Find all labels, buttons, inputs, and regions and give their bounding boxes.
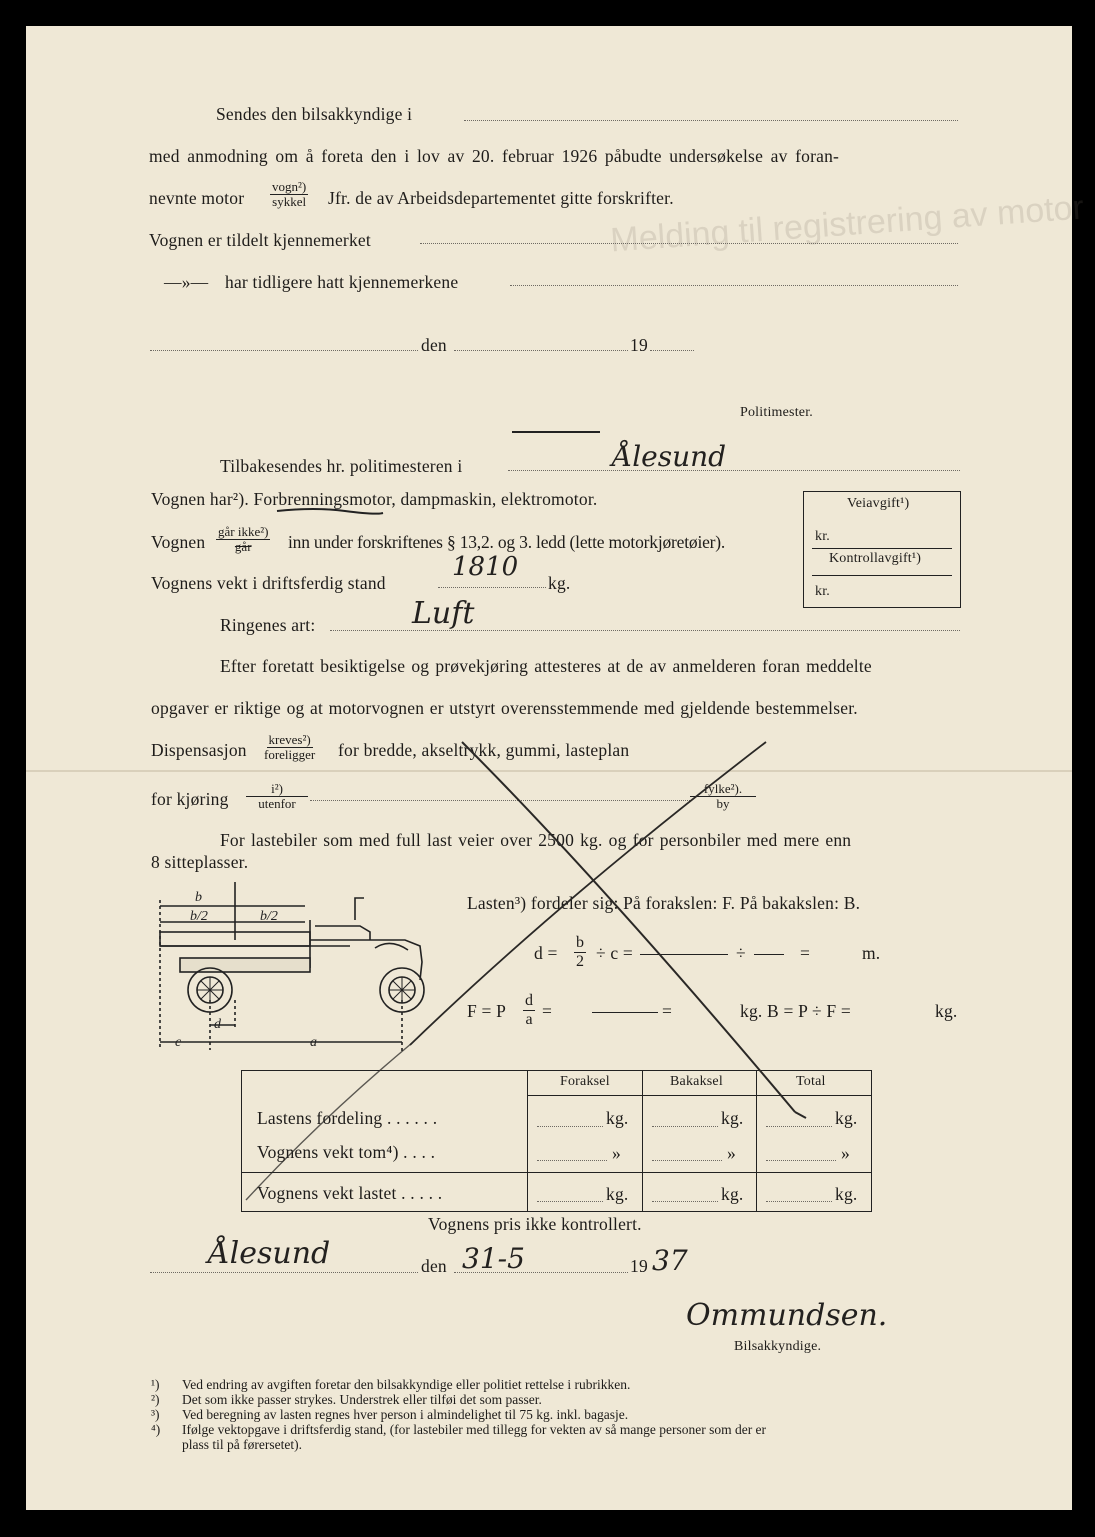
dim-label-c: c: [175, 1035, 182, 1050]
footnote-text: plass til på førersetet).: [182, 1437, 302, 1452]
table-cell: »: [727, 1143, 736, 1163]
table-cell-field[interactable]: [766, 1160, 836, 1161]
kjoring-field[interactable]: [310, 800, 690, 801]
line-nevnte-motor: nevnte motor: [149, 188, 245, 208]
fraction-bottom: 2: [576, 953, 584, 970]
header-total: Total: [796, 1074, 826, 1089]
kr-label-2: kr.: [815, 584, 830, 599]
line-jfr: Jfr. de av Arbeidsdepartementet gitte forskrifter.: [328, 188, 674, 208]
formula-equals: =: [542, 1001, 553, 1021]
load-table: [241, 1070, 872, 1212]
line-efter-1: Efter foretatt besiktigelse og prøvekjøring attesteres at de av anmelderen foran meddelte: [220, 656, 872, 676]
fraction-bottom: foreligger: [264, 747, 316, 762]
dim-label-b2-left: b/2: [190, 909, 208, 924]
table-cell-field[interactable]: [652, 1160, 722, 1161]
formula-f: F = P: [467, 1001, 507, 1021]
fraction-bottom: sykkel: [272, 194, 307, 209]
kg-unit: kg.: [548, 573, 571, 593]
den-label-1: den: [421, 335, 447, 355]
sendes-field[interactable]: [464, 120, 958, 121]
formula-equals: =: [662, 1001, 673, 1021]
fraction-top: kreves²): [268, 732, 311, 747]
dim-label-b: b: [195, 890, 202, 905]
line-lastebiler-2: 8 sitteplasser.: [151, 852, 249, 872]
signature-line-police: [512, 431, 600, 433]
line-kjennemerket: Vognen er tildelt kjennemerket: [149, 230, 371, 250]
fee-divider: [812, 575, 952, 576]
fee-box: [803, 491, 961, 608]
ditto-mark: —»—: [164, 272, 209, 292]
table-cell: kg.: [606, 1184, 629, 1204]
handwritten-place-1: Ålesund: [612, 440, 727, 473]
footnote-mark: ²): [151, 1392, 160, 1407]
gaar-fraction: [216, 525, 270, 554]
table-cell-field[interactable]: [652, 1201, 718, 1202]
line-ringenes: Ringenes art:: [220, 615, 316, 635]
table-cell: kg.: [606, 1108, 629, 1128]
header-bakaksel: Bakaksel: [670, 1074, 723, 1089]
row-label-vekt-lastet: Vognens vekt lastet . . . . .: [257, 1183, 443, 1203]
table-header-divider: [527, 1095, 871, 1096]
formula-blank: [640, 954, 728, 955]
fraction-top: i²): [246, 782, 308, 797]
footnote-text: Ved beregning av lasten regnes hver person i almindelighet til 75 kg. inkl. bagasje.: [182, 1407, 629, 1422]
line-tilbakesendes: Tilbakesendes hr. politimesteren i: [220, 456, 463, 476]
dim-label-d: d: [214, 1017, 221, 1032]
line-lastebiler-1: For lastebiler som med full last veier over 2500 kg. og for personbiler med mere enn: [220, 830, 852, 850]
footnote-text: Det som ikke passer strykes. Understrek eller tilføi det som passer.: [182, 1392, 542, 1407]
year-prefix-1: 19: [630, 335, 648, 355]
veiavgift-label: Veiavgift¹): [847, 496, 910, 511]
line-dispensasjon: Dispensasjon: [151, 740, 247, 760]
bilsakkyndige-label: Bilsakkyndige.: [734, 1339, 822, 1354]
handwritten-signature: Ommundsen.: [686, 1298, 888, 1333]
fylke-fraction: [690, 782, 756, 811]
kontrollavgift-label: Kontrollavgift¹): [829, 551, 922, 566]
table-cell: »: [841, 1143, 850, 1163]
header-foraksel: Foraksel: [560, 1074, 610, 1089]
vekt-field[interactable]: [438, 587, 546, 588]
fraction-top: fylke²).: [690, 782, 756, 797]
line-vognen-har: Vognen har²). Forbrenningsmotor, dampmaskin, elektromotor.: [151, 489, 598, 509]
line-gaar-b: inn under forskriftenes § 13,2. og 3. ledd (lette motorkjøretøier).: [288, 532, 726, 552]
pris-note: Vognens pris ikke kontrollert.: [428, 1214, 642, 1234]
politimester-label: Politimester.: [740, 405, 813, 420]
kjoring-fraction: [246, 782, 308, 811]
handwritten-place-2: Ålesund: [208, 1236, 331, 1271]
formula-blank: [754, 954, 784, 955]
table-cell: kg.: [835, 1184, 858, 1204]
fraction-bottom: utenfor: [258, 796, 296, 811]
truck-diagram: [150, 880, 440, 1060]
table-cell: kg.: [835, 1108, 858, 1128]
footnote-mark: ¹): [151, 1377, 160, 1392]
table-cell-field[interactable]: [766, 1201, 832, 1202]
formula-kg: kg.: [935, 1001, 958, 1021]
kjennemerket-field[interactable]: [420, 243, 958, 244]
fraction-top: d: [525, 992, 533, 1009]
vogn-sykkel-fraction: [270, 180, 308, 209]
table-cell-field[interactable]: [537, 1126, 603, 1127]
handwritten-tires: Luft: [412, 596, 475, 631]
footnote-mark: ⁴): [151, 1422, 161, 1437]
formula-kg-b: kg. B = P ÷ F =: [740, 1001, 851, 1021]
table-cell: kg.: [721, 1184, 744, 1204]
line-lasten: Lasten³) fordeler sig: På forakslen: F. På bakakslen: B.: [467, 893, 861, 913]
fraction-top: b: [576, 934, 584, 951]
line-gaar-a: Vognen: [151, 532, 206, 552]
table-cell-field[interactable]: [766, 1126, 832, 1127]
kr-label-1: kr.: [815, 529, 830, 544]
den-label-2: den: [421, 1256, 447, 1276]
table-cell-field[interactable]: [537, 1201, 603, 1202]
line-tidligere: har tidligere hatt kjennemerkene: [225, 272, 459, 292]
formula-m: m.: [862, 943, 881, 963]
table-cell-field[interactable]: [652, 1126, 718, 1127]
footnote-mark: ³): [151, 1407, 160, 1422]
place-field-2[interactable]: [150, 1272, 418, 1273]
fraction-bottom-struck: går: [234, 539, 252, 554]
table-cell: »: [612, 1143, 621, 1163]
handwritten-date: 31-5: [462, 1242, 525, 1275]
year-field-1[interactable]: [650, 350, 694, 351]
bleed-through-text: Melding til registrering av motor: [609, 188, 1086, 260]
fee-divider: [812, 548, 952, 549]
handwritten-weight: 1810: [452, 552, 519, 582]
line-sendes: Sendes den bilsakkyndige i: [216, 104, 413, 124]
table-cell: kg.: [721, 1108, 744, 1128]
line-kjoring: for kjøring: [151, 789, 229, 809]
line-dispensasjon-b: for bredde, akseltrykk, gummi, lasteplan: [338, 740, 630, 760]
formula-d-rest: ÷ c =: [596, 943, 633, 963]
fold-crease: [26, 770, 1072, 772]
fraction-bottom: a: [525, 1011, 533, 1028]
formula-equals: =: [800, 943, 811, 963]
formula-div: ÷: [736, 943, 746, 963]
formula-d: d =: [534, 943, 558, 963]
fraction-top: vogn²): [272, 179, 307, 194]
footnote-text: Ved endring av avgiften foretar den bilsakkyndige eller politiet rettelse i rubrikken.: [182, 1377, 631, 1392]
formula-d-over-a: [523, 992, 535, 1029]
year-prefix-2: 19: [630, 1256, 648, 1276]
place-field-1[interactable]: [150, 350, 418, 351]
row-label-fordeling: Lastens fordeling . . . . . .: [257, 1108, 438, 1128]
footnote-text: Ifølge vektopgave i driftsferdig stand, (for lastebiler med tillegg for vekten av så mange personer som der er: [182, 1422, 767, 1437]
tidligere-field[interactable]: [510, 285, 958, 286]
line-anmodning: med anmodning om å foreta den i lov av 20. februar 1926 påbudte undersøkelse av foran-: [149, 146, 840, 166]
formula-blank: [592, 1012, 658, 1013]
fraction-bottom: by: [716, 796, 730, 811]
underline-forbrenning: [275, 505, 385, 517]
dim-label-a: a: [310, 1035, 317, 1050]
fraction-top: går ikke²): [218, 524, 269, 539]
line-efter-2: opgaver er riktige og at motorvognen er utstyrt overensstemmende med gjeldende bestemmelser.: [151, 698, 858, 718]
table-col-divider: [756, 1071, 757, 1211]
table-cell-field[interactable]: [537, 1160, 607, 1161]
table-col-divider: [642, 1071, 643, 1211]
handwritten-year: 37: [652, 1244, 688, 1277]
formula-b-over-2: [574, 934, 586, 971]
dim-label-b2-right: b/2: [260, 909, 278, 924]
table-col-divider: [527, 1071, 528, 1211]
date-field-1[interactable]: [454, 350, 628, 351]
dispensasjon-fraction: [262, 733, 317, 762]
tilbake-field[interactable]: [508, 470, 960, 471]
table-row-divider: [242, 1172, 871, 1173]
line-vekt: Vognens vekt i driftsferdig stand: [151, 573, 386, 593]
row-label-vekt-tom: Vognens vekt tom⁴) . . . .: [257, 1142, 436, 1162]
